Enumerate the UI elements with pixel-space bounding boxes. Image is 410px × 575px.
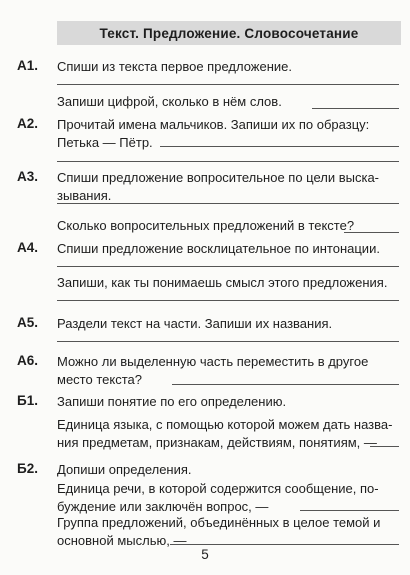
task-text-line: Группа предложений, объединённых в целое темой и bbox=[57, 515, 381, 530]
task-text-line: Прочитай имена мальчиков. Запиши их по образцу: bbox=[57, 117, 370, 132]
task-text-line: Петька — Пётр. bbox=[57, 135, 153, 150]
task-text bbox=[57, 315, 399, 333]
task-text-line: Запиши понятие по его определению. bbox=[57, 394, 287, 409]
task-text-line: Можно ли выделенную часть переместить в другое bbox=[57, 354, 369, 369]
task-text bbox=[57, 461, 399, 479]
answer-line[interactable] bbox=[312, 108, 399, 109]
task-number: A4. bbox=[17, 240, 39, 255]
answer-line[interactable] bbox=[160, 146, 399, 147]
task-text bbox=[57, 393, 399, 411]
task-text-line: Единица речи, в которой содержится сообщение, по- bbox=[57, 481, 379, 496]
section-title-bar bbox=[57, 21, 401, 45]
answer-line[interactable] bbox=[57, 266, 399, 267]
page-number: 5 bbox=[201, 547, 209, 562]
task-text bbox=[57, 274, 399, 292]
task-text-line: Запиши, как ты понимаешь смысл этого предложения. bbox=[57, 275, 388, 290]
answer-line[interactable] bbox=[344, 232, 399, 233]
task-text-line: Единица языка, с помощью которой можем дать назва- bbox=[57, 417, 393, 432]
task-text bbox=[57, 169, 399, 205]
task-number: A5. bbox=[17, 315, 39, 330]
task-text bbox=[57, 416, 399, 452]
task-text bbox=[57, 240, 399, 258]
answer-line[interactable] bbox=[172, 384, 399, 385]
task-text-line: Сколько вопросительных предложений в тексте? bbox=[57, 218, 355, 233]
task-number: A2. bbox=[17, 116, 39, 131]
task-number: Б2. bbox=[17, 461, 38, 476]
task-text-line: ния предметам, признакам, действиям, понятиям, — bbox=[57, 435, 377, 450]
task-text-line: зывания. bbox=[57, 188, 112, 203]
answer-line[interactable] bbox=[370, 446, 399, 447]
answer-line[interactable] bbox=[300, 510, 399, 511]
task-text-line: Запиши цифрой, сколько в нём слов. bbox=[57, 94, 282, 109]
task-number: A1. bbox=[17, 58, 39, 73]
answer-line[interactable] bbox=[57, 300, 399, 301]
answer-line[interactable] bbox=[57, 203, 399, 204]
answer-line[interactable] bbox=[57, 161, 399, 162]
task-number: A6. bbox=[17, 353, 39, 368]
task-text bbox=[57, 58, 399, 76]
task-text-line: место текста? bbox=[57, 372, 142, 387]
answer-line[interactable] bbox=[170, 544, 399, 545]
answer-line[interactable] bbox=[57, 84, 399, 85]
task-text-line: основной мыслью, — bbox=[57, 533, 187, 548]
section-title: Текст. Предложение. Словосочетание bbox=[99, 25, 359, 41]
task-text-line: Раздели текст на части. Запиши их названия. bbox=[57, 316, 333, 331]
answer-line[interactable] bbox=[57, 341, 399, 342]
task-text-line: буждение или заключён вопрос, — bbox=[57, 499, 269, 514]
task-text-line: Допиши определения. bbox=[57, 462, 192, 477]
task-text-line: Спиши предложение вопросительное по цели выска- bbox=[57, 170, 380, 185]
task-text-line: Спиши из текста первое предложение. bbox=[57, 59, 293, 74]
task-text-line: Спиши предложение восклицательное по интонации. bbox=[57, 241, 380, 256]
task-number: A3. bbox=[17, 169, 39, 184]
task-number: Б1. bbox=[17, 393, 38, 408]
